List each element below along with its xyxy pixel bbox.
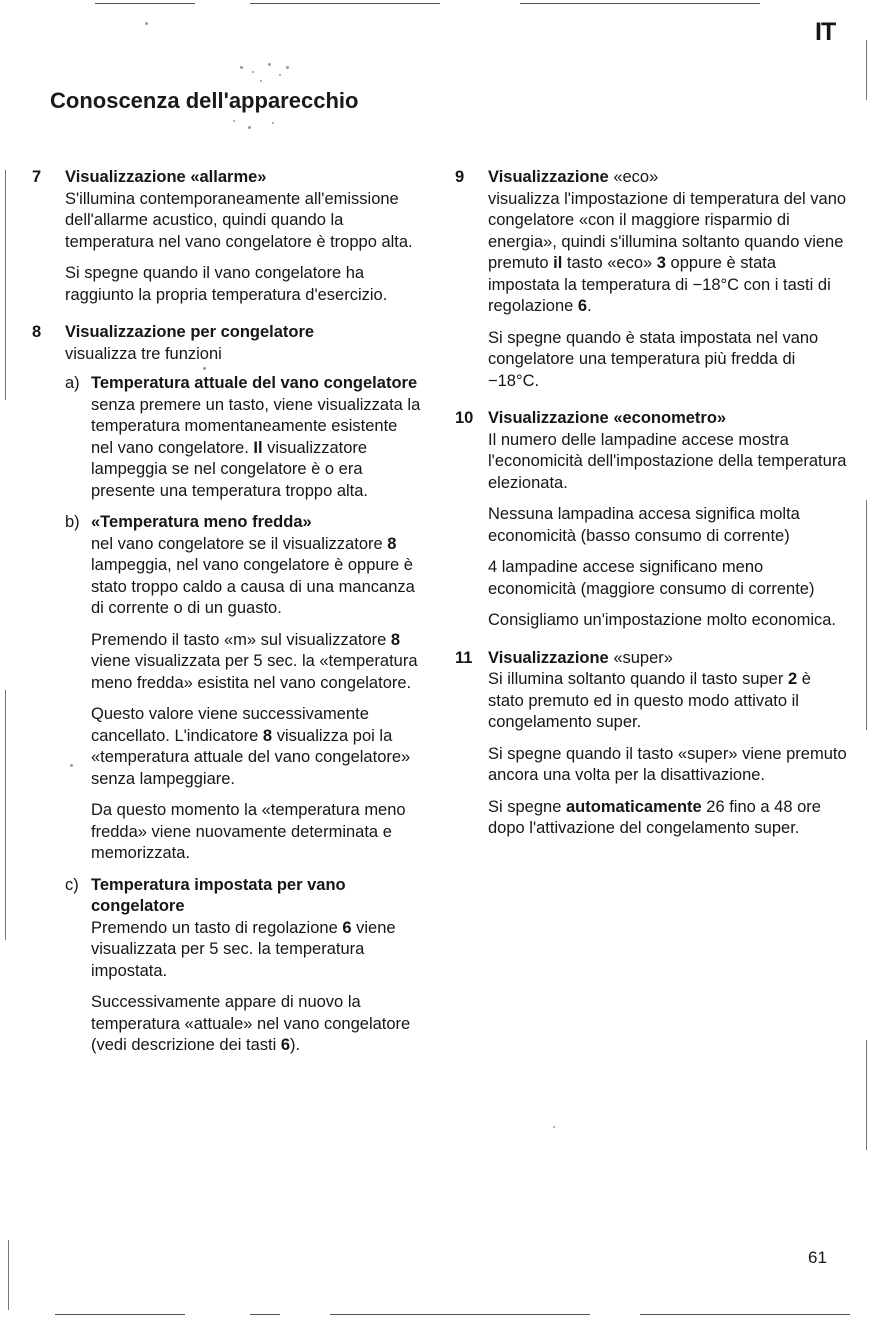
scan-speckle [286,66,289,69]
bottom-rule [640,1314,850,1315]
subsection-title: Temperatura impostata per vano congelatore [91,875,346,915]
paragraph [488,189,850,318]
paragraph: Consigliamo un'impostazione molto economica. [488,611,836,629]
left-edge-line [8,1240,9,1310]
paragraph: Il numero delle lampadine accese mostra l'economicità dell'impostazione della temperatura elezionata. [488,430,847,492]
paragraph [91,630,422,695]
section-number: 7 [32,168,42,186]
paragraph [91,534,422,620]
section-intro: visualizza tre funzioni [65,344,222,363]
section-title-line [488,648,850,670]
scan-speckle [248,126,251,129]
text-run: senza premere un tasto, viene visualizzata la temperatura momentaneamente esistente nel vano congelatore. [91,395,421,457]
text-run: è stato premuto ed in questo modo attivato il congelamento super. [488,670,811,731]
section-8 [32,322,422,1057]
text-run: visualizza poi la «temperatura attuale del vano congelatore» senza lampeggiare. [91,726,411,788]
paragraph [91,704,422,790]
subsection-title: «Temperatura meno fredda» [91,513,312,531]
text-run: nel vano congelatore se il visualizzatore [91,534,388,553]
bold-number: 8 [390,630,401,649]
scan-dot [145,22,148,25]
text-run: tasto «eco» [562,254,657,272]
subsection-label: b) [65,513,80,531]
section-number: 11 [455,648,473,667]
text-run: . [587,297,592,315]
section-9 [455,167,850,392]
text-run: oppure è stata impostata la temperatura di −18°C con i tasti di regolazione [488,254,831,315]
right-edge-line [866,500,867,730]
bold-number: 6 [342,918,352,937]
subsection-c [65,875,422,1057]
text-run: Questo valore viene successivamente cancellato. L'indicatore [91,705,369,745]
bold-text: automaticamente [565,797,702,816]
text-run: viene visualizzata per 5 sec. la temperatura impostata. [91,918,396,980]
paragraph: Si spegne quando è stata impostata nel vano congelatore una temperatura più fredda di −18°C. [488,328,819,390]
bottom-rule [330,1314,590,1315]
subsection-label: c) [65,875,79,894]
paragraph [91,992,422,1057]
text-run: visualizzatore lampeggia se nel congelatore è o era presente una temperatura troppo alta. [91,438,369,500]
subsection-label: a) [65,374,80,392]
subsection-title: Temperatura attuale del vano congelatore [91,374,418,392]
section-title: Visualizzazione [488,168,609,186]
section-title: Visualizzazione [488,648,609,667]
paragraph [91,918,422,983]
scan-speckle [260,80,262,82]
bold-number: 3 [656,254,666,272]
paragraph [488,797,850,840]
paragraph [91,395,422,503]
text-run: Premendo il tasto «m» sul visualizzatore [91,630,391,649]
text-run: lampeggia, nel vano congelatore è oppure è stato troppo caldo a causa di una mancanza di corrente o di un guasto. [91,556,415,617]
bottom-rule [250,1314,280,1315]
paragraph: S'illumina contemporaneamente all'emissione dell'allarme acustico, quindi quando la temperatura nel vano congelatore è troppo alta. [65,189,413,251]
top-rule [95,3,195,4]
text-run: 26 fino a 48 ore dopo l'attivazione del congelamento super. [488,797,821,837]
section-title-suffix: «eco» [608,168,659,186]
left-edge-line [5,170,6,400]
paragraph: Nessuna lampadina accesa significa molta economicità (basso consumo di corrente) [488,505,800,545]
bold-text: Il [253,438,263,457]
language-code: IT [815,18,836,46]
subsection-a [65,373,422,502]
paragraph: 4 lampadine accese significano meno economicità (maggiore consumo di corrente) [488,558,815,598]
paragraph: Si spegne quando il vano congelatore ha raggiunto la propria temperatura d'esercizio. [65,264,388,304]
section-11 [455,648,850,840]
bold-number: 6 [280,1036,291,1054]
scan-speckle [240,66,243,69]
left-edge-line [5,690,6,940]
section-title: Visualizzazione «allarme» [65,168,267,186]
section-number: 9 [455,168,465,186]
bold-number: 6 [577,297,588,315]
section-7 [32,167,422,306]
right-edge-line [866,1040,867,1150]
text-run: viene visualizzata per 5 sec. la «temperatura meno fredda» esistita nel vano congelatore. [91,652,418,692]
text-run: (vedi descrizione dei tasti [91,1036,281,1054]
bold-number: 8 [387,534,397,553]
text-run: visualizza l'impostazione di temperatura del vano congelatore «con il maggiore risparmio di energia», quindi s'illumina soltanto quando viene premuto [488,189,847,272]
section-title-suffix: «super» [608,648,673,667]
text-run: ). [290,1036,301,1054]
text-run: Si illumina soltanto quando il tasto super [488,670,788,688]
text-run: Si spegne [488,797,566,816]
section-number: 8 [32,323,42,341]
scan-dot [553,1126,555,1128]
top-rule [250,3,440,4]
section-title-line [488,167,850,189]
bold-number: 2 [787,670,798,688]
section-title: Visualizzazione per congelatore [65,323,315,341]
scan-speckle [272,122,274,124]
paragraph: Si spegne quando il tasto «super» viene premuto ancora una volta per la disattivazione. [488,744,847,784]
paragraph [488,669,850,734]
subsection-b [65,512,422,865]
scan-speckle [268,63,271,66]
left-column [32,167,422,1073]
text-run: Successivamente appare di nuovo la temperatura «attuale» nel vano congelatore [91,993,411,1033]
bold-text: il [553,254,563,272]
section-number: 10 [455,409,474,427]
section-10 [455,408,850,632]
section-title: Visualizzazione «econometro» [488,409,727,427]
paragraph: Da questo momento la «temperatura meno fredda» viene nuovamente determinata e memorizzata. [91,801,406,862]
bottom-rule [55,1314,185,1315]
bold-number: 8 [262,726,273,745]
top-rule [520,3,760,4]
page-title: Conoscenza dell'apparecchio [50,88,359,113]
right-edge-line [866,40,867,100]
right-column [455,167,850,856]
page-number: 61 [808,1248,827,1267]
scan-speckle [233,120,235,122]
scan-speckle [279,74,281,76]
scan-speckle [252,71,254,73]
text-run: Premendo un tasto di regolazione [91,918,343,937]
